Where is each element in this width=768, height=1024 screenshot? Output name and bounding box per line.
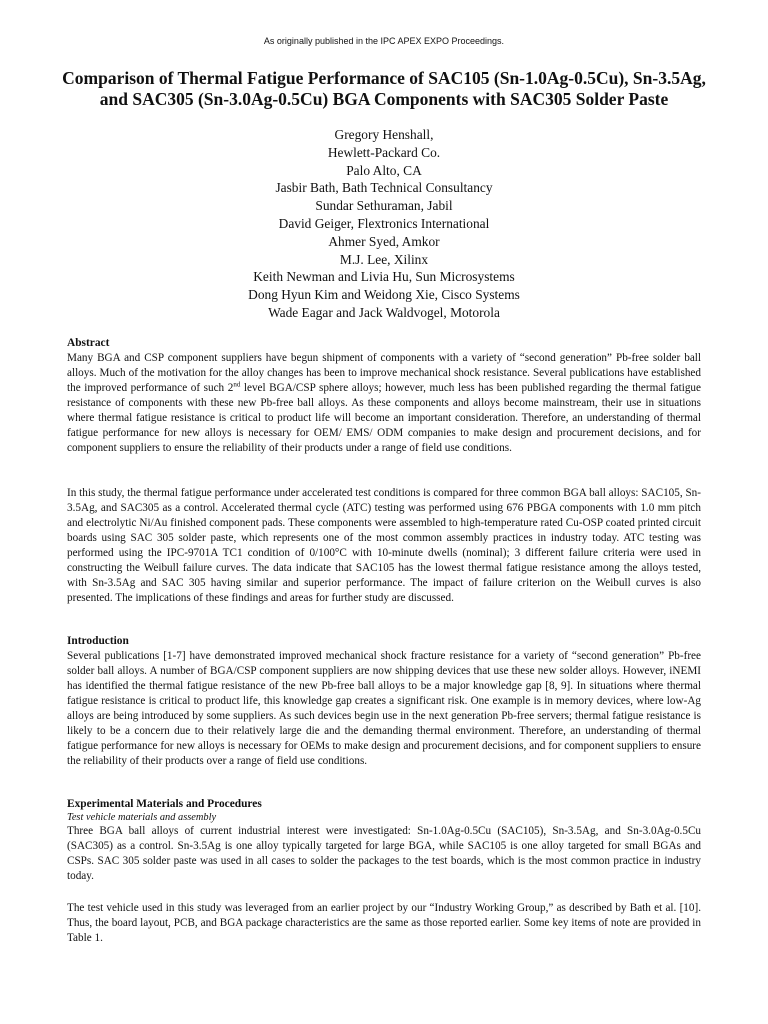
abstract-heading: Abstract bbox=[67, 337, 110, 349]
proceedings-banner: As originally published in the IPC APEX EXPO Proceedings. bbox=[263, 36, 505, 46]
author-line: David Geiger, Flextronics International bbox=[278, 215, 490, 231]
materials-heading: Experimental Materials and Procedures bbox=[67, 798, 262, 810]
introduction-paragraph: Several publications [1-7] have demonstrated improved mechanical shock fracture resistance for a variety of “second generation” Pb-free solder ball alloys. A number of BGA/CSP component suppliers are now shipping devices that use these new solder alloys. However, iNEMI has identified the thermal fatigue resistance of the new Pb-free ball alloys to be a major knowledge gap [8, 9]. In situations where thermal fatigue resistance is critical to product life, this knowledge gap creates a significant risk. One example is in memory devices, where low-Ag alloys are being introduced by some suppliers. As such devices begin use in the next generation Pb-free servers; thermal fatigue resistance is likely to be a concern due to their relatively large die and the demanding thermal environment. Therefore, an understanding of thermal fatigue performance for new alloys is necessary for OEMs to make design and procurement decisions, and for component suppliers to ensure the reliability of their products over a range of field use conditions. bbox=[67, 650, 701, 768]
author-line: Ahmer Syed, Amkor bbox=[328, 233, 440, 249]
materials-subheading: Test vehicle materials and assembly bbox=[67, 812, 217, 824]
test-vehicle-paragraph: The test vehicle used in this study was leveraged from an earlier project by our “Industry Working Group,” as described by Bath et al. [10]. Thus, the board layout, PCB, and BGA package characteristics are the same as those reported earlier. Some key items of note are provided in Table 1. bbox=[67, 902, 701, 945]
author-line: Jasbir Bath, Bath Technical Consultancy bbox=[275, 180, 493, 196]
author-line: Dong Hyun Kim and Weidong Xie, Cisco Systems bbox=[248, 287, 520, 303]
author-line: Keith Newman and Livia Hu, Sun Microsystems bbox=[253, 269, 515, 285]
author-line: Wade Eagar and Jack Waldvogel, Motorola bbox=[268, 304, 500, 320]
abstract-text-end: level BGA/CSP sphere alloys; however, much less has been published regarding the thermal fatigue resistance of components with these new Pb-free ball alloys. As these components and alloys become mainstream, their use in situations where thermal fatigue resistance is critical to product life will become an important consideration. Therefore, an understanding of thermal fatigue performance for new alloys is necessary for OEM/ EMS/ ODM companies to make design and procurement decisions, and for component suppliers to ensure the reliability of their products under a range of field use conditions. bbox=[67, 382, 701, 455]
author-line: Gregory Henshall, bbox=[334, 127, 434, 142]
author-line: Hewlett-Packard Co. bbox=[327, 144, 441, 160]
author-list bbox=[0, 126, 768, 322]
materials-paragraph: Three BGA ball alloys of current industrial interest were investigated: Sn-1.0Ag-0.5Cu (SAC105), Sn-3.5Ag, and Sn-3.0Ag-0.5Cu (SAC305) as a control. Sn-3.5Ag is one alloy typically targeted for large BGA, while SAC105 is one alloy targeted for small BGAs and CSPs. SAC 305 solder paste was used in all cases to solder the packages to the test boards, which is the most common practice in industry today. bbox=[67, 825, 701, 883]
author-line: M.J. Lee, Xilinx bbox=[339, 251, 429, 267]
author-line: Palo Alto, CA bbox=[346, 162, 422, 178]
introduction-heading: Introduction bbox=[67, 635, 129, 647]
ordinal-superscript: nd bbox=[233, 380, 241, 389]
materials-section bbox=[67, 797, 701, 884]
test-vehicle-section bbox=[67, 901, 701, 946]
introduction-section bbox=[67, 634, 701, 769]
abstract-section bbox=[67, 336, 701, 456]
abstract-text-start: Many BGA and CSP component suppliers have begun shipment of components with a variety of “second generation” Pb-free solder ball alloys. Much of the motivation for the alloy changes has been to improve mechanical shock resistance. Several publications have established the improved performance of such 2 bbox=[67, 352, 701, 395]
study-summary-paragraph: In this study, the thermal fatigue performance under accelerated test conditions is compared for three common BGA ball alloys: SAC105, Sn-3.5Ag, and SAC305 as a control. Accelerated thermal cycle (ATC) testing was performed using 676 PBGA components with 1.0 mm pitch and electrolytic Ni/Au finished component pads. These components were assembled to high-temperature rated Cu-OSP coated printed circuit boards using SAC 305 solder paste, which represents one of the most common assembly practices in industry today. ATC testing was performed using the IPC-9701A TC1 condition of 0/100°C with 10-minute dwells (nominal); 3 different failure criteria were used in constructing the Weibull failure curves. The data indicate that SAC105 has the lowest thermal fatigue resistance among the alloys tested, with Sn-3.5Ag and SAC 305 having similar and superior performance. The impact of failure criterion on the Weibull curves is also presented. The implications of these findings and areas for further study are discussed. bbox=[67, 487, 701, 605]
study-summary-section bbox=[67, 486, 701, 606]
author-line: Sundar Sethuraman, Jabil bbox=[315, 198, 453, 214]
paper-title: Comparison of Thermal Fatigue Performance of SAC105 (Sn-1.0Ag-0.5Cu), Sn-3.5Ag, and SAC305 (Sn-3.0Ag-0.5Cu) BGA Components with SAC305 Solder Paste bbox=[62, 68, 706, 109]
abstract-paragraph bbox=[67, 351, 701, 456]
